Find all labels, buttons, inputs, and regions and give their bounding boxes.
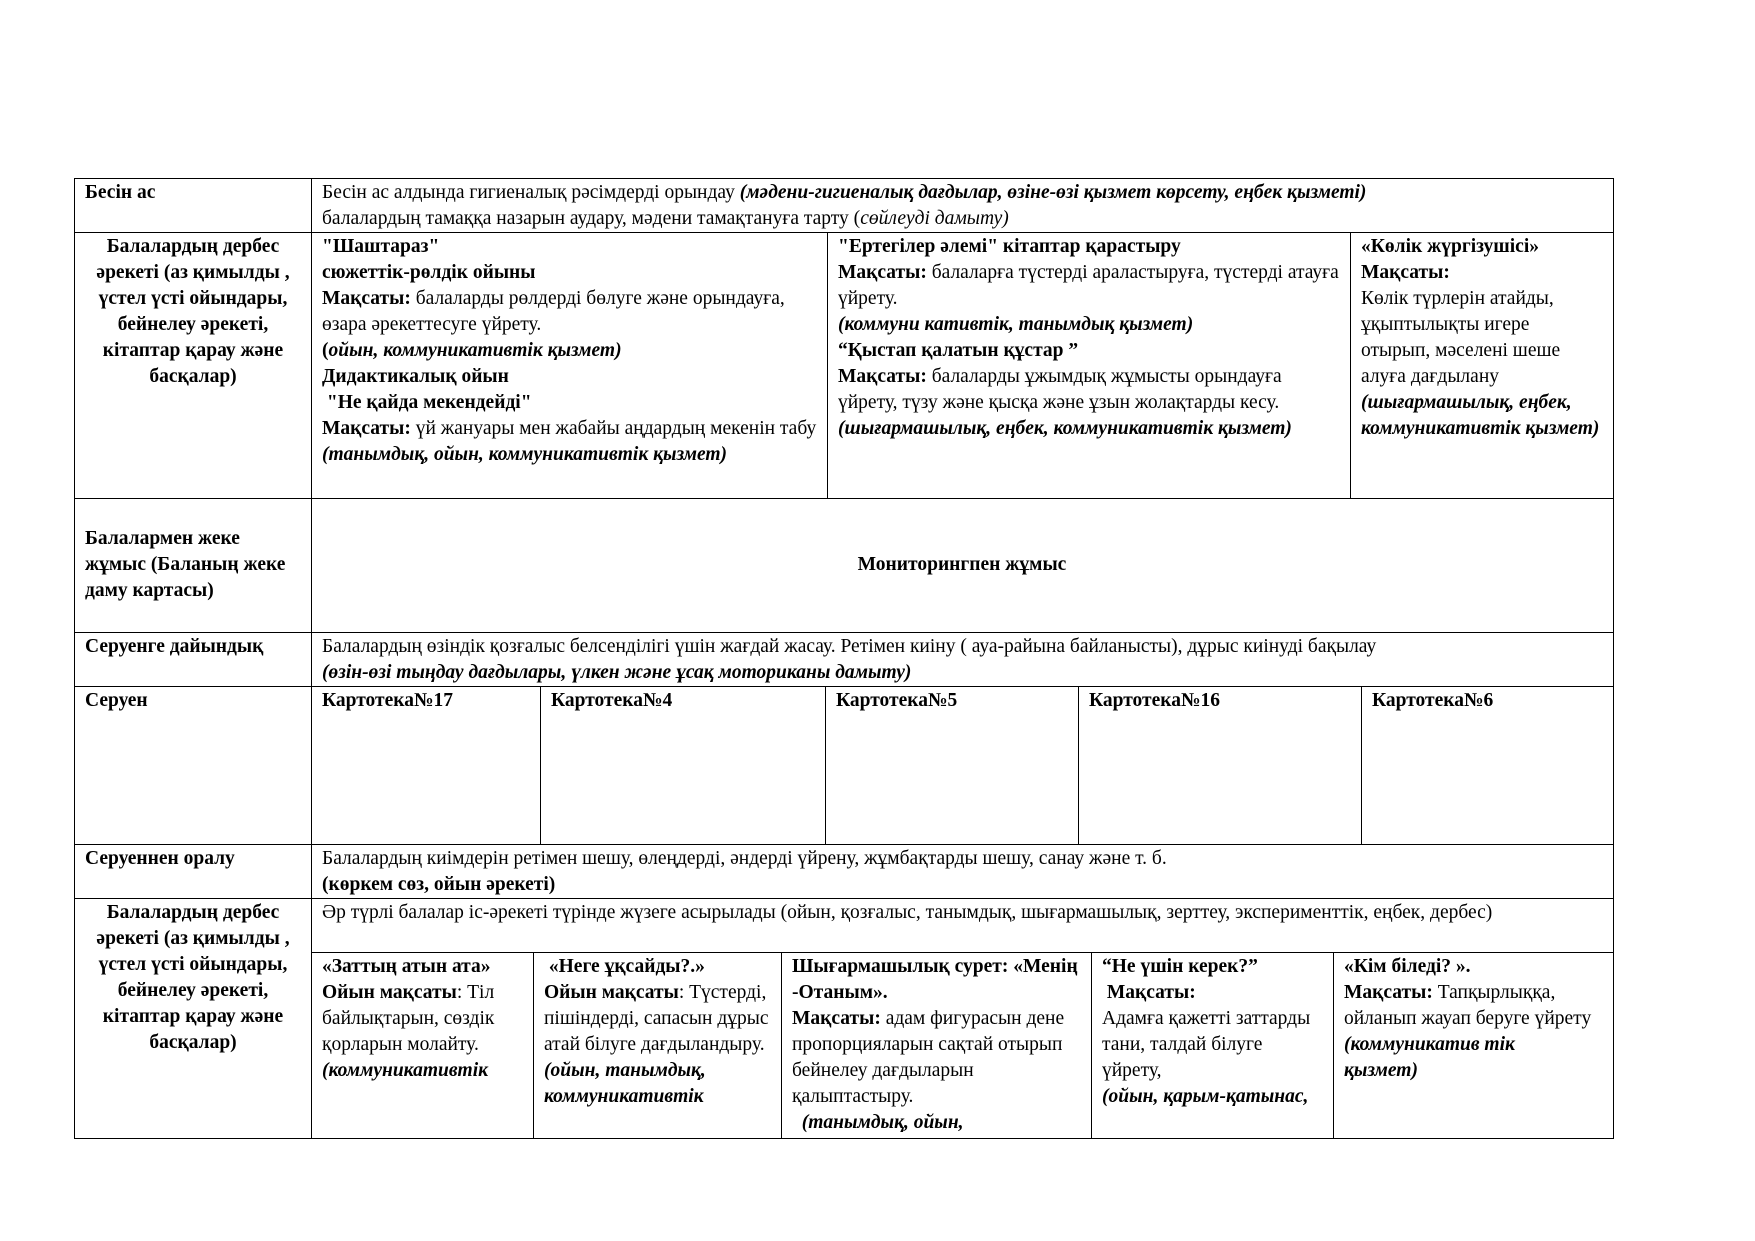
activity-card-5: «Кім біледі? ». Мақсаты: Тапқырлыққа, ойланып жауап беруге үйрету (коммуникатив тік қызмет) <box>1344 956 1592 1081</box>
card-index-2: Картотека№4 <box>551 690 673 711</box>
activity-intro: Әр түрлі балалар іс-әрекеті түрінде жүзеге асырылады (ойын, қозғалыс, танымдық, шығармашылық, зерттеу, эксперименттік, еңбек, дербес) <box>322 902 1493 923</box>
row-walk <box>74 686 1613 844</box>
column-divider <box>1333 952 1334 1138</box>
column-divider <box>1350 232 1351 498</box>
activity-card-4: “Не үшін керек?” Мақсаты: Адамға қажетті заттарды тани, талдай білуге үйрету, (ойын, қарым-қатынас, <box>1102 956 1311 1107</box>
column-divider <box>1078 686 1079 844</box>
table-border-bottom <box>74 1138 1613 1139</box>
row-walk-return <box>74 844 1613 898</box>
row-divider <box>74 844 1613 845</box>
activity-col-2: "Ертегілер әлемі" кітаптар қарастыру Мақсаты: балаларға түстерді араластыруға, түстерді атауға үйрету. (коммуни кативтік, танымдық қызмет) “Қыстап қалатын құстар ” Мақсаты: балаларды ұжымдық жұмысты орындауға үйрету, түзу және қысқа және ұзын жолақтарды кесу. (шығармашылық, еңбек, коммуникативтік қызмет) <box>838 236 1339 439</box>
activity-card-3: Шығармашылық сурет: «Менің -Отаным». Мақсаты: адам фигурасын дене пропорцияларын сақтай отырып бейнелеу дағдыларын қалыптастыру. (танымдық, ойын, <box>792 956 1078 1133</box>
sub-row-divider <box>311 952 1613 953</box>
row-label: Серуен <box>85 690 148 711</box>
table-border-left <box>74 178 75 1139</box>
activity-col-1: "Шаштараз" сюжеттік-рөлдік ойыны Мақсаты: балаларды рөлдерді бөлуге және орындауға, өзара әрекеттесуге үйрету. (ойын, коммуникативтік қызмет) Дидактикалық ойын "Не қайда мекендейді" Мақсаты: үй жануары мен жабайы аңдардың мекенін табу (танымдық, ойын, коммуникативтік қызмет) <box>322 236 817 465</box>
row-independent-activity <box>74 232 1613 498</box>
column-divider <box>533 952 534 1138</box>
row-divider <box>74 498 1613 499</box>
column-divider <box>1091 952 1092 1138</box>
monitoring-text: Мониторингпен жұмыс <box>857 554 1067 575</box>
row-label: Балалармен жеке жұмыс (Баланың жеке даму картасы) <box>85 528 286 601</box>
row-label: Балалардың дербес әрекеті (аз қимылды , үстел үсті ойындары, бейнелеу әрекеті, кітаптар қарау және басқалар) <box>96 902 290 1053</box>
row-individual-work <box>74 498 1613 632</box>
row-divider <box>74 686 1613 687</box>
row-divider <box>74 898 1613 899</box>
column-divider <box>827 232 828 498</box>
card-index-4: Картотека№16 <box>1089 690 1221 711</box>
card-index-1: Картотека№17 <box>322 690 454 711</box>
row-content: Балалардың өзіндік қозғалыс белсенділігі үшін жағдай жасау. Ретімен киіну ( ауа-райына байланысты), дұрыс киінуді бақылау (өзін-өзі тыңдау дағдылары, үлкен және ұсақ моториканы дамыту) <box>322 636 1377 683</box>
table-border-top <box>74 178 1613 179</box>
activity-col-3: «Көлік жүргізушісі» Мақсаты: Көлік түрлерін атайды, ұқыптылықты игере отырып, мәселені шеше алуға дағдылану (шығармашылық, еңбек, коммуникативтік қызмет) <box>1361 236 1600 439</box>
row-content: Балалардың киімдерін ретімен шешу, өлеңдерді, әндерді үйрену, жұмбақтарды шешу, санау және т. б. (көркем сөз, ойын әрекеті) <box>322 848 1167 895</box>
row-label: Серуеннен оралу <box>85 848 235 869</box>
row-label: Балалардың дербес әрекеті (аз қимылды , үстел үсті ойындары, бейнелеу әрекеті, кітаптар қарау және басқалар) <box>96 236 290 387</box>
card-index-5: Картотека№6 <box>1372 690 1494 711</box>
column-divider <box>825 686 826 844</box>
row-content: Бесін ас алдында гигиеналық рәсімдерді орындау (мәдени-гигиеналық дағдылар, өзіне-өзі қызмет көрсету, еңбек қызметі) балалардың тамаққа назарын аудару, мәдени тамақтануға тарту (сөйлеуді дамыту) <box>322 182 1367 229</box>
row-independent-activity-2 <box>74 898 1613 1138</box>
row-divider <box>74 632 1613 633</box>
card-index-3: Картотека№5 <box>836 690 958 711</box>
label-column-divider <box>311 178 312 1139</box>
row-label: Бесін ас <box>85 182 156 203</box>
activity-card-1: «Заттың атын ата» Ойын мақсаты: Тіл байлықтарын, сөздік қорларын молайту. (коммуникативтік <box>322 956 495 1081</box>
row-label: Серуенге дайындық <box>85 636 264 657</box>
row-lunch <box>74 178 1613 232</box>
column-divider <box>1361 686 1362 844</box>
column-divider <box>781 952 782 1138</box>
activity-card-2: «Неге ұқсайды?.» Ойын мақсаты: Түстерді, пішіндерді, сапасын дұрыс атай білуге дағдыландыру. (ойын, танымдық, коммуникативтік <box>544 956 769 1107</box>
row-walk-prep <box>74 632 1613 686</box>
table-border-right <box>1613 178 1614 1139</box>
row-divider <box>74 232 1613 233</box>
column-divider <box>540 686 541 844</box>
